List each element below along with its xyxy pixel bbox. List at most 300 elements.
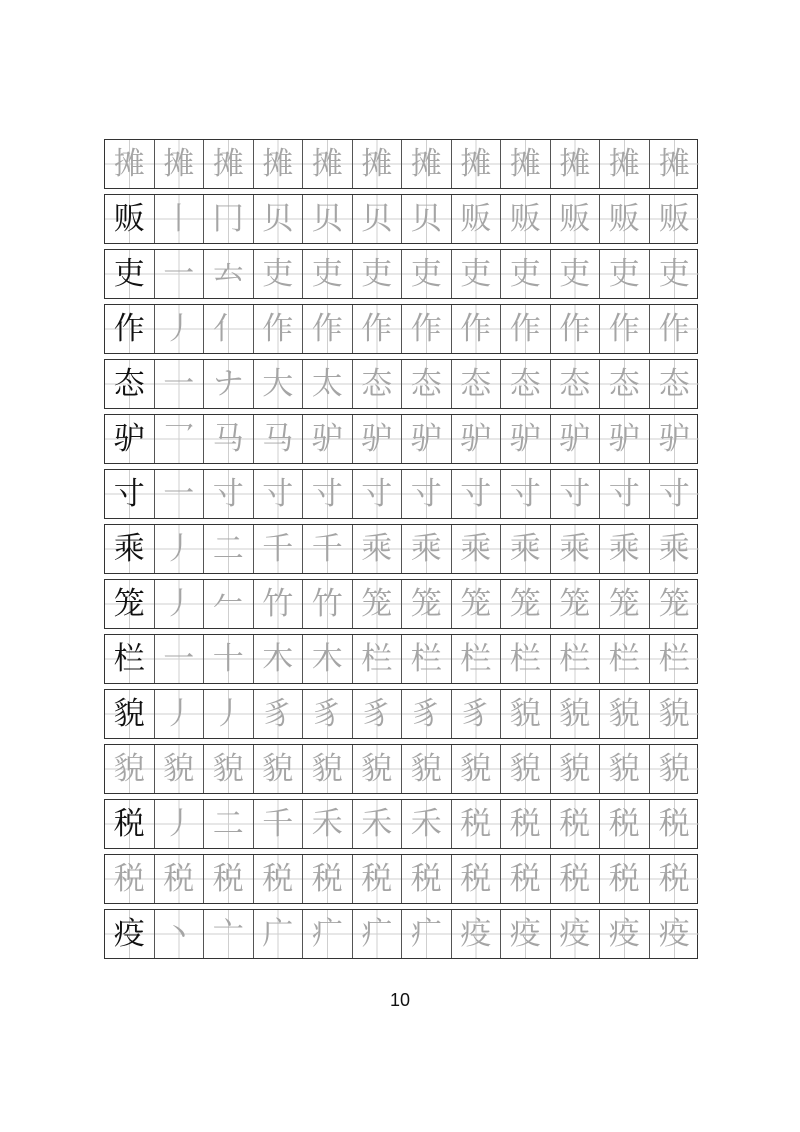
tracing-cell bbox=[155, 305, 205, 353]
tracing-cell bbox=[501, 470, 551, 518]
tracing-character: 栏 bbox=[460, 640, 492, 677]
tracing-cell bbox=[452, 360, 502, 408]
tracing-cell bbox=[353, 745, 403, 793]
tracing-character: 千 bbox=[311, 530, 343, 567]
tracing-character: 税 bbox=[113, 860, 145, 897]
tracing-cell bbox=[650, 690, 700, 738]
tracing-cell bbox=[105, 140, 155, 188]
tracing-cell bbox=[452, 470, 502, 518]
tracing-cell bbox=[303, 690, 353, 738]
tracing-character: 丿 bbox=[212, 695, 244, 732]
practice-row bbox=[104, 249, 698, 299]
model-character-cell bbox=[105, 580, 155, 628]
tracing-cell bbox=[204, 855, 254, 903]
tracing-cell bbox=[303, 305, 353, 353]
tracing-character: 二 bbox=[212, 530, 244, 567]
tracing-cell bbox=[402, 140, 452, 188]
tracing-cell bbox=[600, 910, 650, 958]
tracing-character: 貌 bbox=[509, 695, 541, 732]
tracing-character: 税 bbox=[658, 805, 690, 842]
tracing-cell bbox=[303, 470, 353, 518]
tracing-cell bbox=[600, 800, 650, 848]
tracing-cell bbox=[402, 195, 452, 243]
tracing-cell bbox=[254, 525, 304, 573]
tracing-character: 栏 bbox=[509, 640, 541, 677]
tracing-cell bbox=[501, 855, 551, 903]
tracing-cell bbox=[155, 415, 205, 463]
tracing-cell bbox=[155, 250, 205, 298]
tracing-character: 貌 bbox=[212, 750, 244, 787]
tracing-character: 大 bbox=[262, 365, 294, 402]
tracing-cell bbox=[501, 580, 551, 628]
tracing-cell bbox=[501, 910, 551, 958]
tracing-cell bbox=[204, 690, 254, 738]
tracing-cell bbox=[353, 140, 403, 188]
tracing-character: 寸 bbox=[460, 475, 492, 512]
tracing-character: 貌 bbox=[608, 750, 640, 787]
tracing-character: 二 bbox=[212, 805, 244, 842]
tracing-cell bbox=[254, 745, 304, 793]
tracing-character: 摊 bbox=[311, 145, 343, 182]
tracing-character: 税 bbox=[509, 860, 541, 897]
tracing-cell bbox=[155, 140, 205, 188]
tracing-cell bbox=[650, 525, 700, 573]
tracing-character: 亻 bbox=[212, 310, 244, 347]
practice-row bbox=[104, 689, 698, 739]
tracing-cell bbox=[353, 415, 403, 463]
tracing-cell bbox=[551, 250, 601, 298]
model-character: 作 bbox=[113, 310, 145, 347]
tracing-cell bbox=[650, 415, 700, 463]
tracing-cell bbox=[600, 635, 650, 683]
tracing-character: 态 bbox=[460, 365, 492, 402]
tracing-character: 丶 bbox=[163, 915, 195, 952]
tracing-character: 税 bbox=[509, 805, 541, 842]
tracing-character: 税 bbox=[608, 860, 640, 897]
model-character-cell bbox=[105, 910, 155, 958]
tracing-cell bbox=[600, 745, 650, 793]
tracing-cell bbox=[600, 855, 650, 903]
tracing-character: 作 bbox=[559, 310, 591, 347]
tracing-character: 貌 bbox=[509, 750, 541, 787]
tracing-cell bbox=[402, 910, 452, 958]
tracing-cell bbox=[105, 855, 155, 903]
tracing-cell bbox=[254, 360, 304, 408]
tracing-character: 笼 bbox=[608, 585, 640, 622]
character-practice-grid bbox=[104, 139, 698, 964]
practice-row bbox=[104, 304, 698, 354]
tracing-character: 丿 bbox=[163, 585, 195, 622]
tracing-character: 吏 bbox=[311, 255, 343, 292]
model-character: 乘 bbox=[113, 530, 145, 567]
tracing-character: 寸 bbox=[262, 475, 294, 512]
tracing-cell bbox=[452, 910, 502, 958]
tracing-character: 木 bbox=[262, 640, 294, 677]
tracing-character: 豸 bbox=[460, 695, 492, 732]
tracing-cell bbox=[254, 800, 304, 848]
tracing-cell bbox=[155, 195, 205, 243]
tracing-cell bbox=[650, 910, 700, 958]
tracing-character: 摊 bbox=[509, 145, 541, 182]
tracing-character: 豸 bbox=[410, 695, 442, 732]
tracing-character: 栏 bbox=[559, 640, 591, 677]
tracing-character: 税 bbox=[460, 860, 492, 897]
model-character-cell bbox=[105, 415, 155, 463]
model-character-cell bbox=[105, 690, 155, 738]
tracing-cell bbox=[155, 690, 205, 738]
tracing-cell bbox=[204, 195, 254, 243]
tracing-cell bbox=[452, 525, 502, 573]
tracing-cell bbox=[303, 140, 353, 188]
tracing-cell bbox=[501, 800, 551, 848]
tracing-character: 豸 bbox=[361, 695, 393, 732]
tracing-character: 税 bbox=[361, 860, 393, 897]
tracing-cell bbox=[303, 250, 353, 298]
tracing-character: 吏 bbox=[559, 255, 591, 292]
tracing-character: 栏 bbox=[658, 640, 690, 677]
model-character-cell bbox=[105, 305, 155, 353]
tracing-cell bbox=[551, 855, 601, 903]
tracing-cell bbox=[353, 305, 403, 353]
practice-row bbox=[104, 414, 698, 464]
tracing-cell bbox=[402, 635, 452, 683]
tracing-character: 太 bbox=[311, 365, 343, 402]
tracing-character: 丿 bbox=[163, 695, 195, 732]
tracing-character: 税 bbox=[559, 805, 591, 842]
tracing-cell bbox=[402, 800, 452, 848]
tracing-cell bbox=[551, 470, 601, 518]
tracing-cell bbox=[303, 635, 353, 683]
tracing-character: 摊 bbox=[410, 145, 442, 182]
tracing-cell bbox=[353, 800, 403, 848]
model-character-cell bbox=[105, 525, 155, 573]
tracing-character: 貌 bbox=[163, 750, 195, 787]
tracing-character: ナ bbox=[212, 365, 244, 402]
practice-row bbox=[104, 799, 698, 849]
model-character-cell bbox=[105, 250, 155, 298]
tracing-cell bbox=[155, 745, 205, 793]
tracing-character: 税 bbox=[311, 860, 343, 897]
tracing-cell bbox=[303, 195, 353, 243]
practice-row bbox=[104, 744, 698, 794]
tracing-character: 寸 bbox=[410, 475, 442, 512]
tracing-character: 千 bbox=[262, 805, 294, 842]
tracing-cell bbox=[303, 910, 353, 958]
tracing-character: 吏 bbox=[410, 255, 442, 292]
tracing-cell bbox=[600, 470, 650, 518]
tracing-character: 驴 bbox=[559, 420, 591, 457]
tracing-character: 一 bbox=[163, 475, 195, 512]
tracing-character: 税 bbox=[658, 860, 690, 897]
tracing-cell bbox=[452, 580, 502, 628]
tracing-character: 作 bbox=[608, 310, 640, 347]
tracing-cell bbox=[353, 525, 403, 573]
tracing-character: 疫 bbox=[460, 915, 492, 952]
tracing-character: 貌 bbox=[311, 750, 343, 787]
tracing-cell bbox=[303, 855, 353, 903]
practice-row bbox=[104, 194, 698, 244]
tracing-character: 摊 bbox=[559, 145, 591, 182]
tracing-cell bbox=[650, 250, 700, 298]
tracing-cell bbox=[501, 360, 551, 408]
practice-row bbox=[104, 634, 698, 684]
tracing-character: 寸 bbox=[559, 475, 591, 512]
tracing-cell bbox=[501, 635, 551, 683]
tracing-cell bbox=[204, 305, 254, 353]
tracing-cell bbox=[204, 635, 254, 683]
tracing-character: 驴 bbox=[608, 420, 640, 457]
tracing-cell bbox=[155, 855, 205, 903]
model-character: 寸 bbox=[113, 475, 145, 512]
tracing-cell bbox=[204, 360, 254, 408]
model-character: 笼 bbox=[113, 585, 145, 622]
tracing-character: 亠 bbox=[212, 915, 244, 952]
tracing-character: 摊 bbox=[460, 145, 492, 182]
tracing-character: 寸 bbox=[212, 475, 244, 512]
tracing-cell bbox=[600, 140, 650, 188]
tracing-character: 驴 bbox=[460, 420, 492, 457]
tracing-cell bbox=[650, 635, 700, 683]
tracing-character: 疫 bbox=[608, 915, 640, 952]
tracing-cell bbox=[501, 305, 551, 353]
tracing-cell bbox=[650, 745, 700, 793]
tracing-character: 貌 bbox=[559, 695, 591, 732]
tracing-cell bbox=[600, 360, 650, 408]
tracing-character: 摊 bbox=[361, 145, 393, 182]
tracing-character: 疒 bbox=[311, 915, 343, 952]
tracing-character: 貌 bbox=[658, 695, 690, 732]
tracing-character: 乘 bbox=[658, 530, 690, 567]
tracing-cell bbox=[254, 415, 304, 463]
tracing-cell bbox=[254, 470, 304, 518]
tracing-cell bbox=[353, 635, 403, 683]
tracing-character: 驴 bbox=[311, 420, 343, 457]
tracing-character: 貌 bbox=[559, 750, 591, 787]
tracing-character: 吏 bbox=[509, 255, 541, 292]
tracing-character: 丿 bbox=[163, 530, 195, 567]
tracing-character: 乘 bbox=[361, 530, 393, 567]
tracing-cell bbox=[551, 140, 601, 188]
tracing-character: 作 bbox=[410, 310, 442, 347]
tracing-cell bbox=[402, 745, 452, 793]
tracing-cell bbox=[452, 415, 502, 463]
practice-row bbox=[104, 139, 698, 189]
tracing-cell bbox=[551, 415, 601, 463]
tracing-character: 摊 bbox=[163, 145, 195, 182]
tracing-character: 貌 bbox=[113, 750, 145, 787]
tracing-cell bbox=[155, 360, 205, 408]
tracing-character: 寸 bbox=[311, 475, 343, 512]
tracing-character: 𠫓 bbox=[212, 255, 244, 292]
tracing-cell bbox=[501, 140, 551, 188]
tracing-cell bbox=[402, 470, 452, 518]
tracing-cell bbox=[650, 800, 700, 848]
tracing-cell bbox=[452, 250, 502, 298]
tracing-character: 木 bbox=[311, 640, 343, 677]
tracing-cell bbox=[353, 360, 403, 408]
tracing-cell bbox=[254, 250, 304, 298]
tracing-cell bbox=[551, 910, 601, 958]
tracing-character: 吏 bbox=[658, 255, 690, 292]
tracing-cell bbox=[303, 525, 353, 573]
tracing-character: 疫 bbox=[658, 915, 690, 952]
tracing-character: 贝 bbox=[262, 200, 294, 237]
tracing-character: 乛 bbox=[163, 420, 195, 457]
tracing-cell bbox=[204, 525, 254, 573]
tracing-character: 税 bbox=[559, 860, 591, 897]
tracing-character: 马 bbox=[212, 420, 244, 457]
tracing-character: 态 bbox=[658, 365, 690, 402]
tracing-cell bbox=[650, 195, 700, 243]
tracing-cell bbox=[650, 360, 700, 408]
tracing-cell bbox=[501, 195, 551, 243]
tracing-cell bbox=[650, 580, 700, 628]
tracing-cell bbox=[600, 195, 650, 243]
tracing-character: 貌 bbox=[361, 750, 393, 787]
tracing-character: 驴 bbox=[509, 420, 541, 457]
practice-row bbox=[104, 359, 698, 409]
tracing-character: 吏 bbox=[608, 255, 640, 292]
tracing-character: 冂 bbox=[212, 200, 244, 237]
tracing-cell bbox=[254, 140, 304, 188]
tracing-cell bbox=[353, 195, 403, 243]
tracing-character: 税 bbox=[212, 860, 244, 897]
tracing-character: 一 bbox=[163, 365, 195, 402]
tracing-cell bbox=[452, 635, 502, 683]
tracing-character: 寸 bbox=[608, 475, 640, 512]
tracing-character: 广 bbox=[262, 915, 294, 952]
tracing-character: 栏 bbox=[608, 640, 640, 677]
tracing-character: 笼 bbox=[509, 585, 541, 622]
tracing-character: 乘 bbox=[559, 530, 591, 567]
tracing-character: 疒 bbox=[361, 915, 393, 952]
tracing-character: 乘 bbox=[509, 530, 541, 567]
tracing-cell bbox=[551, 635, 601, 683]
tracing-cell bbox=[155, 525, 205, 573]
tracing-character: 寸 bbox=[509, 475, 541, 512]
tracing-character: 态 bbox=[410, 365, 442, 402]
practice-row bbox=[104, 469, 698, 519]
model-character: 态 bbox=[113, 365, 145, 402]
tracing-cell bbox=[303, 580, 353, 628]
tracing-character: 吏 bbox=[361, 255, 393, 292]
tracing-character: 貌 bbox=[608, 695, 640, 732]
tracing-character: 笼 bbox=[658, 585, 690, 622]
tracing-cell bbox=[353, 690, 403, 738]
tracing-cell bbox=[551, 580, 601, 628]
tracing-cell bbox=[254, 910, 304, 958]
tracing-character: 税 bbox=[460, 805, 492, 842]
tracing-cell bbox=[402, 305, 452, 353]
tracing-cell bbox=[303, 415, 353, 463]
tracing-cell bbox=[155, 910, 205, 958]
tracing-character: 丨 bbox=[163, 200, 195, 237]
practice-row bbox=[104, 524, 698, 574]
practice-row bbox=[104, 579, 698, 629]
tracing-cell bbox=[353, 910, 403, 958]
practice-row bbox=[104, 854, 698, 904]
tracing-cell bbox=[402, 580, 452, 628]
tracing-cell bbox=[254, 580, 304, 628]
tracing-cell bbox=[452, 140, 502, 188]
tracing-cell bbox=[551, 195, 601, 243]
tracing-character: 贩 bbox=[509, 200, 541, 237]
tracing-cell bbox=[402, 525, 452, 573]
tracing-cell bbox=[551, 800, 601, 848]
tracing-cell bbox=[402, 250, 452, 298]
tracing-cell bbox=[551, 525, 601, 573]
tracing-character: 贝 bbox=[361, 200, 393, 237]
tracing-cell bbox=[303, 745, 353, 793]
tracing-cell bbox=[402, 855, 452, 903]
tracing-cell bbox=[402, 415, 452, 463]
practice-row bbox=[104, 909, 698, 959]
tracing-cell bbox=[204, 140, 254, 188]
tracing-character: 豸 bbox=[262, 695, 294, 732]
tracing-character: 作 bbox=[311, 310, 343, 347]
tracing-cell bbox=[204, 745, 254, 793]
model-character-cell bbox=[105, 635, 155, 683]
tracing-character: 寸 bbox=[658, 475, 690, 512]
tracing-character: 态 bbox=[559, 365, 591, 402]
tracing-cell bbox=[452, 195, 502, 243]
tracing-cell bbox=[353, 580, 403, 628]
tracing-cell bbox=[155, 580, 205, 628]
tracing-cell bbox=[204, 470, 254, 518]
tracing-cell bbox=[600, 305, 650, 353]
tracing-cell bbox=[204, 910, 254, 958]
tracing-cell bbox=[204, 250, 254, 298]
tracing-character: 豸 bbox=[311, 695, 343, 732]
tracing-cell bbox=[254, 855, 304, 903]
tracing-cell bbox=[551, 360, 601, 408]
tracing-cell bbox=[501, 250, 551, 298]
model-character-cell bbox=[105, 800, 155, 848]
tracing-character: 摊 bbox=[262, 145, 294, 182]
tracing-cell bbox=[551, 745, 601, 793]
model-character: 貌 bbox=[113, 695, 145, 732]
tracing-character: 寸 bbox=[361, 475, 393, 512]
tracing-cell bbox=[254, 305, 304, 353]
tracing-character: 税 bbox=[262, 860, 294, 897]
tracing-character: 马 bbox=[262, 420, 294, 457]
tracing-cell bbox=[452, 800, 502, 848]
tracing-character: 禾 bbox=[361, 805, 393, 842]
tracing-character: 千 bbox=[262, 530, 294, 567]
tracing-cell bbox=[600, 525, 650, 573]
tracing-character: 摊 bbox=[113, 145, 145, 182]
tracing-character: 驴 bbox=[658, 420, 690, 457]
tracing-character: 作 bbox=[509, 310, 541, 347]
tracing-character: 貌 bbox=[262, 750, 294, 787]
tracing-character: 貌 bbox=[410, 750, 442, 787]
tracing-character: 竹 bbox=[311, 585, 343, 622]
tracing-cell bbox=[501, 415, 551, 463]
tracing-character: 摊 bbox=[658, 145, 690, 182]
tracing-cell bbox=[155, 800, 205, 848]
tracing-character: 疫 bbox=[509, 915, 541, 952]
tracing-cell bbox=[600, 250, 650, 298]
tracing-cell bbox=[600, 690, 650, 738]
tracing-character: 一 bbox=[163, 640, 195, 677]
tracing-character: 乘 bbox=[410, 530, 442, 567]
tracing-character: 驴 bbox=[361, 420, 393, 457]
tracing-character: 𠂉 bbox=[212, 585, 244, 622]
tracing-character: 态 bbox=[361, 365, 393, 402]
page-number: 10 bbox=[389, 990, 411, 1010]
tracing-character: 贩 bbox=[658, 200, 690, 237]
tracing-character: 笼 bbox=[361, 585, 393, 622]
